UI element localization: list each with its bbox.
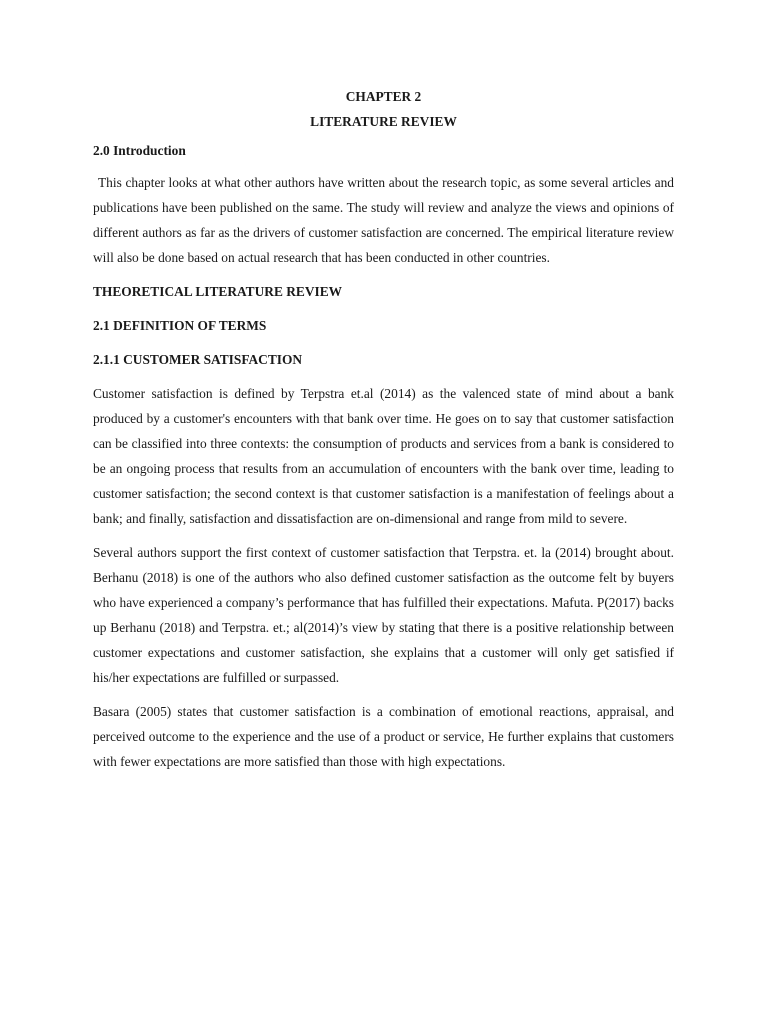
body-paragraph-3: Basara (2005) states that customer satisfaction is a combination of emotional reactions, appraisal, and perceived outcome to the experience and the use of a product or service, He further explains that customers with fewer expectations are more satisfied than those with high expectations. — [93, 704, 674, 769]
definitions-heading: 2.1 DEFINITION OF TERMS — [93, 318, 267, 333]
chapter-title: LITERATURE REVIEW — [310, 114, 457, 129]
introduction-paragraph: This chapter looks at what other authors have written about the research topic, as some several articles and publications have been published on the same. The study will review and analyze the views and opinions of different authors as far as the drivers of customer satisfaction are concerned. The empirical literature review will also be done based on actual research that has been conducted in other countries. — [93, 175, 674, 265]
customer-satisfaction-heading: 2.1.1 CUSTOMER SATISFACTION — [93, 352, 303, 367]
body-paragraph-2: Several authors support the first context of customer satisfaction that Terpstra. et. la (2014) brought about. Berhanu (2018) is one of the authors who also defined customer satisfaction as the outcome felt by buyers who have experienced a company’s performance that has fulfilled their expectations. Mafuta. P(2017) backs up Berhanu (2018) and Terpstra. et.; al(2014)’s view by stating that there is a positive relationship between customer expectations and customer satisfaction, she explains that a customer will only get satisfied if his/her expectations are fulfilled or surpassed. — [93, 545, 674, 685]
introduction-heading: 2.0 Introduction — [93, 143, 186, 158]
chapter-number: CHAPTER 2 — [345, 89, 422, 104]
theoretical-review-heading: THEORETICAL LITERATURE REVIEW — [93, 284, 343, 299]
body-paragraph-1: Customer satisfaction is defined by Terpstra et.al (2014) as the valenced state of mind about a bank produced by a customer's encounters with that bank over time. He goes on to say that customer satisfaction can be classified into three contexts: the consumption of products and services from a bank is considered to be an ongoing process that results from an accumulation of encounters with the bank over time, leading to customer satisfaction; the second context is that customer satisfaction is a manifestation of feelings about a bank; and finally, satisfaction and dissatisfaction are on-dimensional and range from mild to severe. — [93, 386, 674, 526]
document-page — [93, 84, 674, 783]
